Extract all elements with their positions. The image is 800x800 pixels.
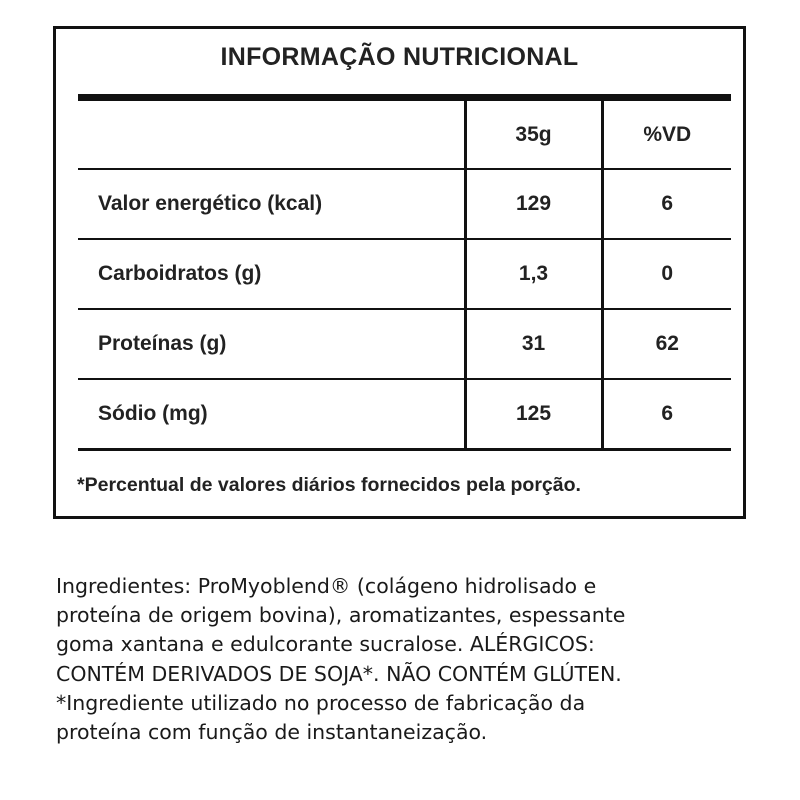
ingredients-line: CONTÉM DERIVADOS DE SOJA*. NÃO CONTÉM GLÚTEN. <box>56 661 622 686</box>
nutrient-dv: 6 <box>602 169 731 239</box>
ingredients-line: *Ingrediente utilizado no processo de fabricação da <box>56 690 586 715</box>
nutrient-amount: 1,3 <box>465 239 602 309</box>
dv-footnote: *Percentual de valores diários fornecidos pela porção. <box>77 474 581 496</box>
header-item-cell <box>78 101 465 169</box>
nutrition-table <box>78 101 731 451</box>
table-row <box>78 239 731 309</box>
nutrient-dv: 0 <box>602 239 731 309</box>
nutrient-dv: 6 <box>602 379 731 449</box>
table-row <box>78 309 731 379</box>
header-dv-cell: %VD <box>602 101 731 169</box>
nutrient-name: Proteínas (g) <box>78 309 465 379</box>
table-row <box>78 379 731 449</box>
nutrient-amount: 129 <box>465 169 602 239</box>
ingredients-line: Ingredientes: ProMyoblend® (colágeno hidrolisado e <box>56 574 597 598</box>
nutrient-dv: 62 <box>602 309 731 379</box>
nutrient-amount: 125 <box>465 379 602 449</box>
ingredients-text <box>56 572 746 747</box>
header-portion-cell: 35g <box>465 101 602 169</box>
ingredients-line: proteína com função de instantaneização. <box>56 720 488 745</box>
ingredients-line: goma xantana e edulcorante sucralose. ALÉRGICOS: <box>56 632 595 657</box>
nutrient-amount: 31 <box>465 309 602 379</box>
nutrient-name: Carboidratos (g) <box>78 239 465 309</box>
table-header-row <box>78 101 731 169</box>
header-rule <box>78 94 731 101</box>
nutrient-name: Sódio (mg) <box>78 379 465 449</box>
table-row <box>78 169 731 239</box>
nutrient-name: Valor energético (kcal) <box>78 169 465 239</box>
nutrition-facts-panel <box>53 26 746 519</box>
nutrition-title: INFORMAÇÃO NUTRICIONAL <box>220 43 579 71</box>
ingredients-line: proteína de origem bovina), aromatizantes, espessante <box>56 603 626 628</box>
